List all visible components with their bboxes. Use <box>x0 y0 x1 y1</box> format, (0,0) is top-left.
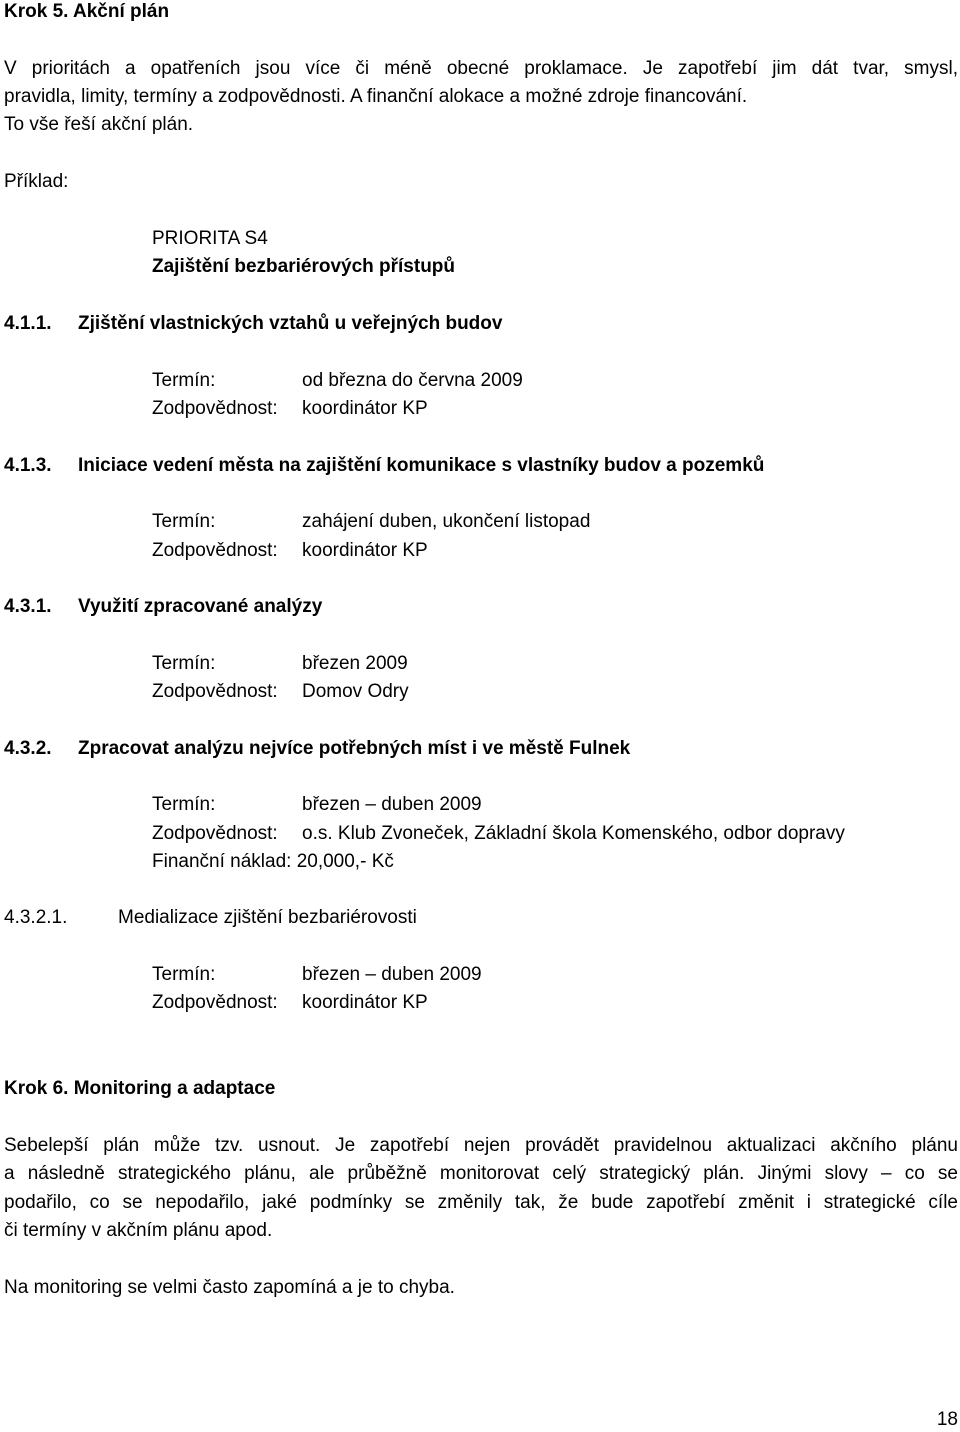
step5-intro-line-3: To vše řeší akční plán. <box>4 114 194 135</box>
responsibility-label: Zodpovědnost: <box>152 992 278 1013</box>
responsibility-label: Zodpovědnost: <box>152 823 278 844</box>
step6-heading: Krok 6. Monitoring a adaptace <box>4 1078 276 1099</box>
term-value: březen – duben 2009 <box>302 964 482 985</box>
responsibility-label: Zodpovědnost: <box>152 681 278 702</box>
term-label: Termín: <box>152 964 216 985</box>
step6-paragraph-line-1: Sebelepší plán může tzv. usnout. Je zapotřebí nejen provádět pravidelnou aktualizaci akčního plánu <box>4 1135 958 1156</box>
step6-closing: Na monitoring se velmi často zapomíná a je to chyba. <box>4 1277 455 1298</box>
responsibility-value: o.s. Klub Zvoneček, Základní škola Komenského, odbor dopravy <box>302 823 845 844</box>
priority-title: Zajištění bezbariérových přístupů <box>152 256 456 277</box>
step6-paragraph-line-3: podařilo, co se nepodařilo, jaké podmínky se změnily tak, že bude zapotřebí změnit i strategické cíle <box>4 1192 958 1213</box>
measure-number: 4.3.2.1. <box>4 907 68 928</box>
term-value: březen 2009 <box>302 653 408 674</box>
priority-code: PRIORITA S4 <box>152 228 268 249</box>
measure-title: Iniciace vedení města na zajištění komunikace s vlastníky budov a pozemků <box>78 455 765 476</box>
responsibility-value: koordinátor KP <box>302 540 428 561</box>
page-number: 18 <box>936 1409 958 1430</box>
step6-paragraph-line-4: či termíny v akčním plánu apod. <box>4 1220 273 1241</box>
term-value: březen – duben 2009 <box>302 794 482 815</box>
measure-title: Zjištění vlastnických vztahů u veřejných budov <box>78 313 503 334</box>
term-label: Termín: <box>152 511 216 532</box>
responsibility-value: Domov Odry <box>302 681 409 702</box>
term-label: Termín: <box>152 653 216 674</box>
responsibility-label: Zodpovědnost: <box>152 540 278 561</box>
measure-number: 4.1.1. <box>4 313 52 334</box>
measure-title: Medializace zjištění bezbariérovosti <box>118 907 417 928</box>
measure-cost: Finanční náklad: 20,000,- Kč <box>152 851 394 872</box>
responsibility-value: koordinátor KP <box>302 992 428 1013</box>
measure-number: 4.1.3. <box>4 455 52 476</box>
term-label: Termín: <box>152 794 216 815</box>
step5-intro-line-1: V prioritách a opatřeních jsou více či méně obecné proklamace. Je zapotřebí jim dát tvar, smysl, <box>4 58 958 79</box>
responsibility-label: Zodpovědnost: <box>152 398 278 419</box>
term-label: Termín: <box>152 370 216 391</box>
responsibility-value: koordinátor KP <box>302 398 428 419</box>
measure-number: 4.3.2. <box>4 738 52 759</box>
example-label: Příklad: <box>4 171 69 192</box>
measure-title: Využití zpracované analýzy <box>78 596 323 617</box>
measure-title: Zpracovat analýzu nejvíce potřebných míst i ve městě Fulnek <box>78 738 631 759</box>
term-value: zahájení duben, ukončení listopad <box>302 511 591 532</box>
step5-intro-line-2: pravidla, limity, termíny a zodpovědnosti. A finanční alokace a možné zdroje financování. <box>4 86 748 107</box>
step6-paragraph-line-2: a následně strategického plánu, ale průběžně monitorovat celý strategický plán. Jinými slovy – co se <box>4 1163 958 1184</box>
term-value: od března do června 2009 <box>302 370 523 391</box>
step5-heading: Krok 5. Akční plán <box>4 1 170 22</box>
measure-number: 4.3.1. <box>4 596 52 617</box>
